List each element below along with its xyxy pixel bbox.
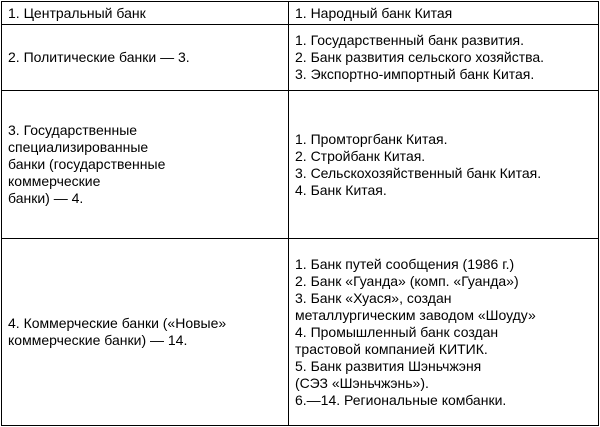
category-line: 4. Коммерческие банки («Новые» — [8, 315, 227, 331]
category-line: коммерческие банки) — 14. — [8, 332, 188, 348]
category-cell — [2, 2, 289, 25]
bank-item: 6.—14. Региональные комбанки. — [295, 391, 507, 408]
table-row — [2, 25, 599, 91]
bank-item: 5. Банк развития Шэньчжэня — [295, 357, 482, 374]
category-line: банки (государственные — [8, 156, 166, 172]
table-row — [2, 91, 599, 239]
banks-cell — [289, 25, 599, 91]
bank-item: 1. Государственный банк развития. — [295, 32, 525, 48]
banks-cell — [289, 239, 599, 426]
bank-item: 3. Банк «Хуася», создан — [295, 289, 452, 306]
bank-table — [1, 1, 599, 426]
bank-item: 1. Промторгбанк Китая. — [295, 130, 448, 147]
bank-item: 3. Экспортно-импортный банк Китая. — [295, 66, 535, 82]
banks-cell — [289, 91, 599, 239]
bank-item: 2. Банк «Гуанда» (комп. «Гуанда») — [295, 272, 519, 289]
bank-item: 4. Промышленный банк создан — [295, 323, 499, 340]
category-cell — [2, 25, 289, 91]
bank-item: 1. Народный банк Китая — [295, 4, 453, 21]
bank-item: 1. Банк путей сообщения (1986 г.) — [295, 255, 515, 272]
category-line: коммерческие — [8, 173, 101, 189]
table-row — [2, 239, 599, 426]
category-text: 2. Политические банки — 3. — [8, 49, 190, 65]
category-line: 3. Государственные — [8, 122, 138, 138]
banks-cell — [289, 2, 599, 25]
category-line: специализированные — [8, 139, 149, 155]
category-text: 1. Центральный банк — [8, 4, 146, 21]
table-row — [2, 2, 599, 25]
bank-item: 2. Банк развития сельского хозяйства. — [295, 49, 545, 65]
bank-item: трастовой компанией КИТИК. — [295, 340, 488, 357]
category-cell — [2, 91, 289, 239]
bank-item: металлургическим заводом «Шоуду» — [295, 306, 536, 323]
bank-item: 3. Сельскохозяйственный банк Китая. — [295, 164, 542, 181]
bank-item: 2. Стройбанк Китая. — [295, 147, 426, 164]
category-line: банки) — 4. — [8, 190, 84, 206]
bank-item: (СЭЗ «Шэньчжэнь»). — [295, 374, 429, 391]
category-cell — [2, 239, 289, 426]
bank-item: 4. Банк Китая. — [295, 181, 387, 198]
